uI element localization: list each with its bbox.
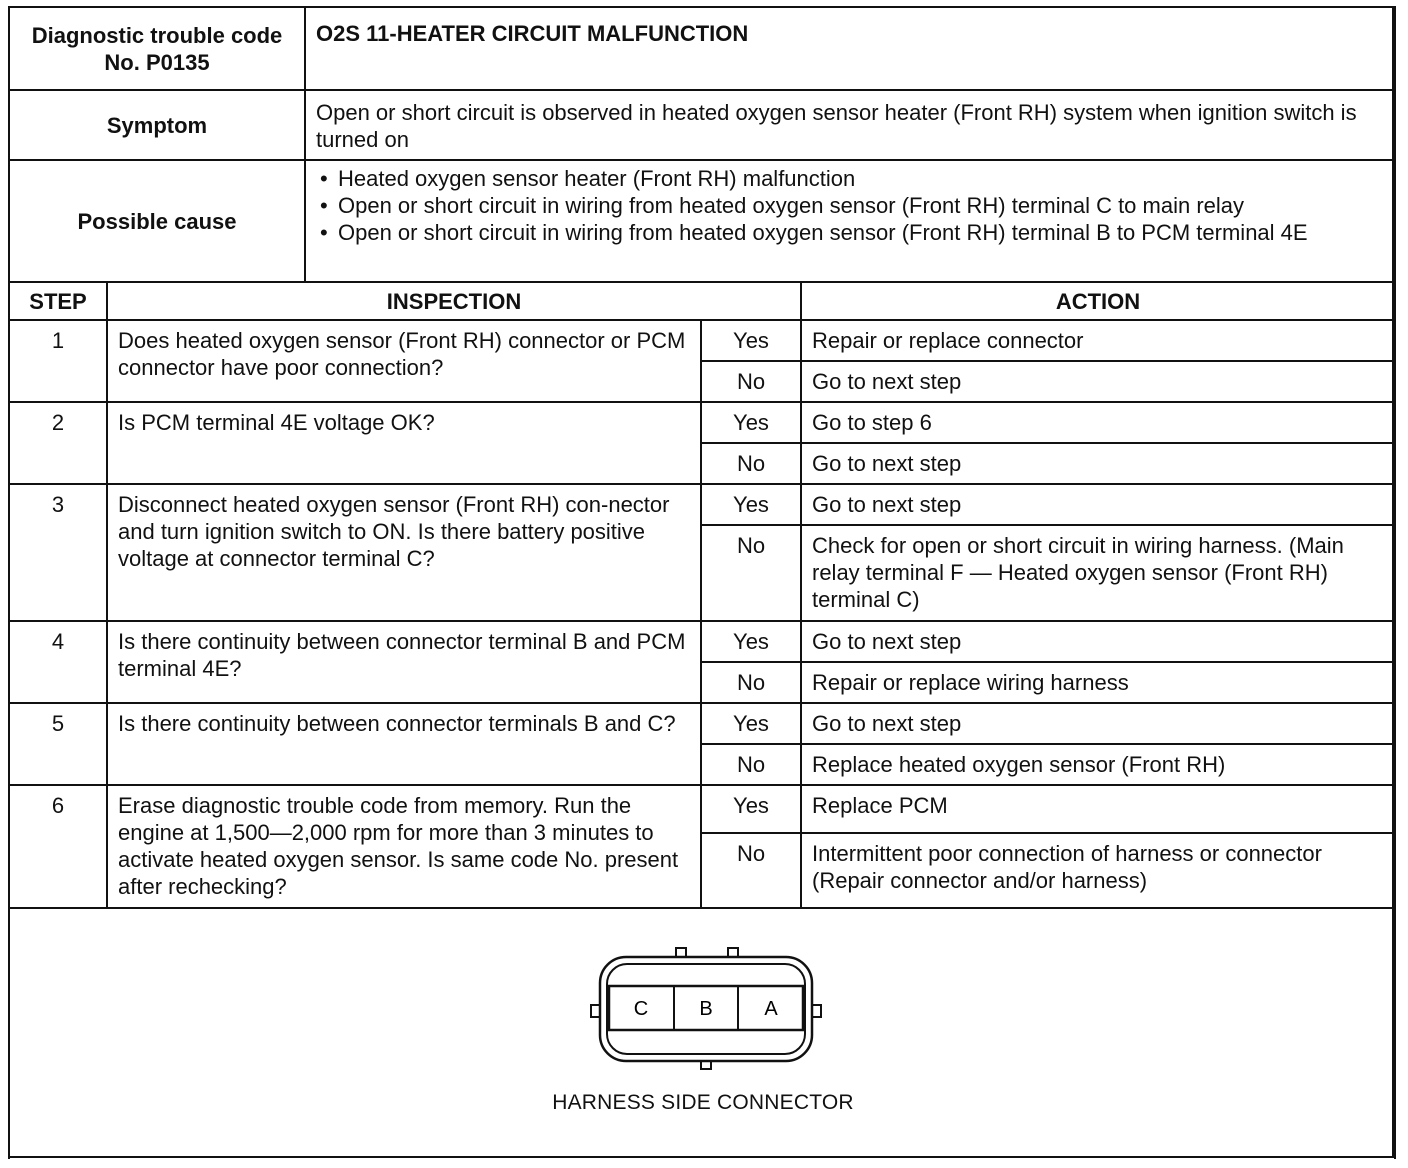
connector-caption: HARNESS SIDE CONNECTOR bbox=[552, 1091, 854, 1114]
col-inspection-header: INSPECTION bbox=[107, 282, 801, 320]
no-action: Replace heated oxygen sensor (Front RH) bbox=[801, 744, 1395, 785]
no-action: Check for open or short circuit in wiring harness. (Main relay terminal F — Heated oxygen sensor (Front RH) terminal C) bbox=[801, 525, 1395, 621]
yes-action: Repair or replace connector bbox=[801, 320, 1395, 361]
dtc-label: Diagnostic trouble code No. P0135 bbox=[9, 7, 305, 90]
diagnostic-table bbox=[8, 6, 1396, 1159]
table-row bbox=[9, 484, 1395, 525]
terminal-b-label: B bbox=[699, 998, 713, 1020]
cause-item: • Heated oxygen sensor heater (Front RH) malfunction bbox=[316, 165, 1384, 192]
harness-connector-diagram bbox=[586, 945, 826, 1075]
col-step-header: STEP bbox=[9, 282, 107, 320]
yes-action: Go to next step bbox=[801, 484, 1395, 525]
step-number: 6 bbox=[9, 785, 107, 908]
cause-item: • Open or short circuit in wiring from heated oxygen sensor (Front RH) terminal C to main relay bbox=[316, 192, 1384, 219]
yes-label: Yes bbox=[701, 402, 801, 443]
yes-label: Yes bbox=[701, 703, 801, 744]
yes-action: Go to next step bbox=[801, 703, 1395, 744]
connector-icon bbox=[586, 945, 826, 1075]
table-row bbox=[9, 320, 1395, 361]
step-inspection: Does heated oxygen sensor (Front RH) connector or PCM connector have poor connection? bbox=[107, 320, 701, 402]
no-label: No bbox=[701, 744, 801, 785]
no-action: Go to next step bbox=[801, 361, 1395, 402]
no-label: No bbox=[701, 525, 801, 621]
no-action: Intermittent poor connection of harness or connector (Repair connector and/or harness) bbox=[801, 833, 1395, 908]
no-label: No bbox=[701, 443, 801, 484]
symptom-label: Symptom bbox=[9, 90, 305, 160]
table-row bbox=[9, 703, 1395, 744]
step-inspection: Is there continuity between connector terminals B and C? bbox=[107, 703, 701, 785]
diagnostic-sheet bbox=[8, 6, 1394, 1158]
step-number: 4 bbox=[9, 621, 107, 703]
step-inspection: Disconnect heated oxygen sensor (Front RH) con-nector and turn ignition switch to ON. Is there battery positive voltage at connector terminal C? bbox=[107, 484, 701, 621]
step-inspection: Is there continuity between connector terminal B and PCM terminal 4E? bbox=[107, 621, 701, 703]
no-label: No bbox=[701, 833, 801, 908]
symptom-text: Open or short circuit is observed in heated oxygen sensor heater (Front RH) system when ignition switch is turned on bbox=[305, 90, 1395, 160]
connector-diagram-cell bbox=[9, 908, 1395, 1159]
terminal-a-label: A bbox=[764, 998, 778, 1020]
no-label: No bbox=[701, 662, 801, 703]
yes-action: Go to step 6 bbox=[801, 402, 1395, 443]
cause-list bbox=[316, 165, 1384, 246]
step-number: 5 bbox=[9, 703, 107, 785]
dtc-title: O2S 11-HEATER CIRCUIT MALFUNCTION bbox=[305, 7, 1395, 90]
cause-item: • Open or short circuit in wiring from heated oxygen sensor (Front RH) terminal B to PCM terminal 4E bbox=[316, 219, 1384, 246]
yes-label: Yes bbox=[701, 621, 801, 662]
step-number: 1 bbox=[9, 320, 107, 402]
terminal-c-label: C bbox=[633, 998, 649, 1020]
table-row bbox=[9, 785, 1395, 833]
step-inspection: Is PCM terminal 4E voltage OK? bbox=[107, 402, 701, 484]
step-inspection: Erase diagnostic trouble code from memory. Run the engine at 1,500—2,000 rpm for more than 3 minutes to activate heated oxygen sensor. Is same code No. present after rechecking? bbox=[107, 785, 701, 908]
no-action: Go to next step bbox=[801, 443, 1395, 484]
step-number: 3 bbox=[9, 484, 107, 621]
yes-label: Yes bbox=[701, 320, 801, 361]
table-row bbox=[9, 402, 1395, 443]
col-action-header: ACTION bbox=[801, 282, 1395, 320]
table-row bbox=[9, 621, 1395, 662]
yes-label: Yes bbox=[701, 484, 801, 525]
step-number: 2 bbox=[9, 402, 107, 484]
cause-list-cell bbox=[305, 160, 1395, 282]
yes-action: Replace PCM bbox=[801, 785, 1395, 833]
yes-label: Yes bbox=[701, 785, 801, 833]
cause-label: Possible cause bbox=[9, 160, 305, 282]
no-action: Repair or replace wiring harness bbox=[801, 662, 1395, 703]
no-label: No bbox=[701, 361, 801, 402]
yes-action: Go to next step bbox=[801, 621, 1395, 662]
